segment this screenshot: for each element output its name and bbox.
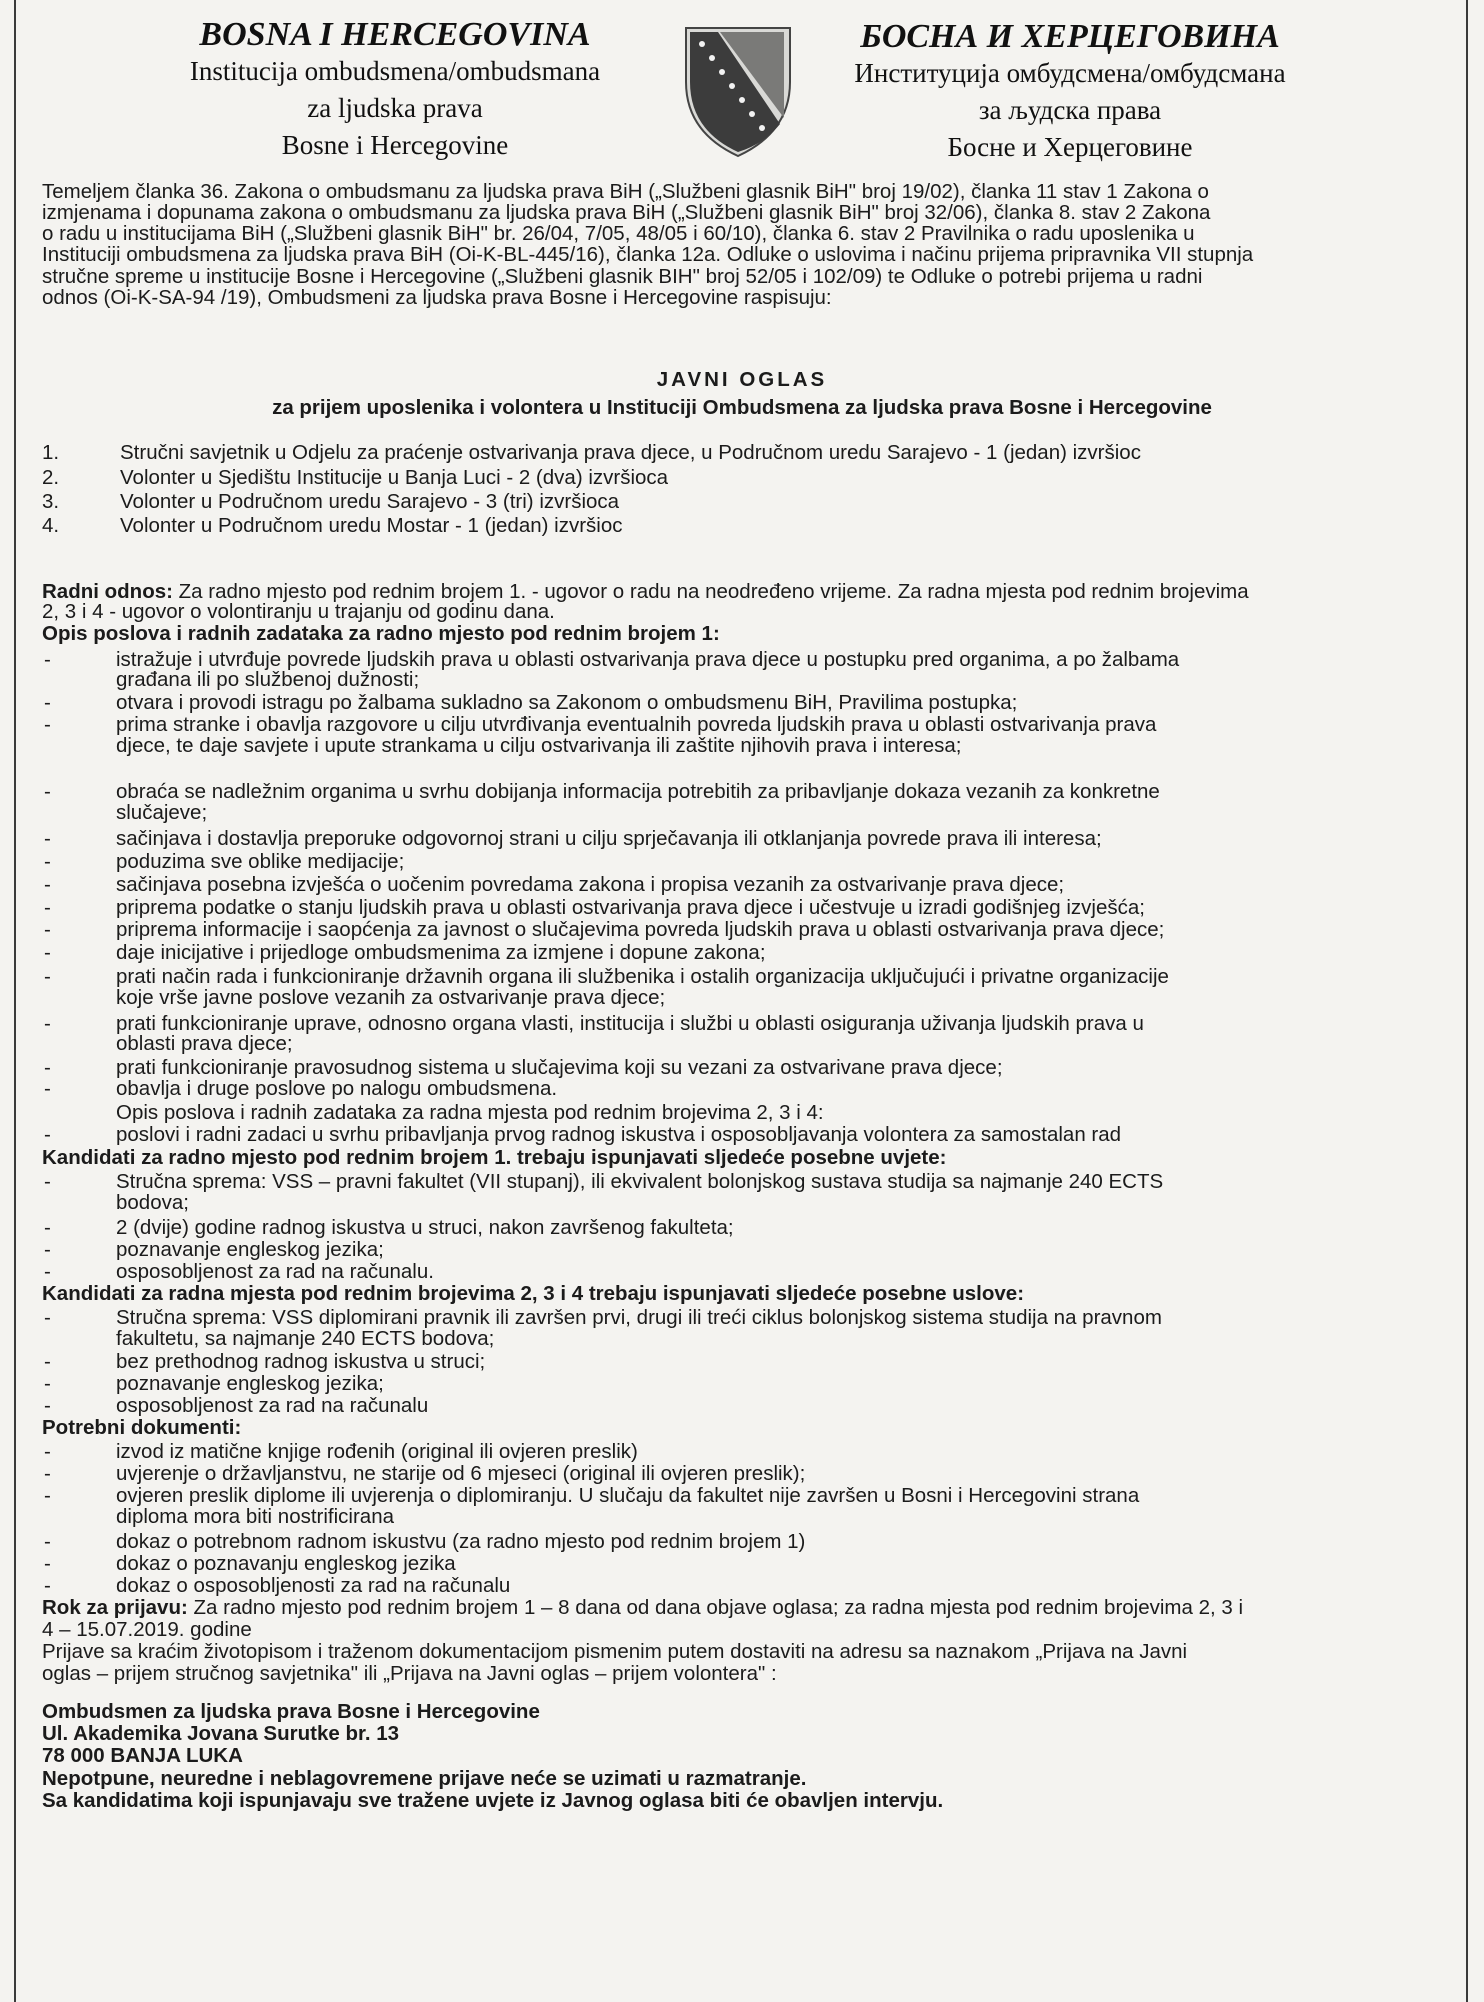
header-cyrillic-title: БОСНА И ХЕРЦЕГОВИНА xyxy=(860,18,1280,55)
oglas-subtitle: za prijem uposlenika i volontera u Instituciji Ombudsmena za ljudska prava Bosne i Hercegovine xyxy=(272,396,1212,419)
bullet-dash: - xyxy=(44,965,51,988)
position-text: Volonter u Područnom uredu Mostar - 1 (jedan) izvršioc xyxy=(120,514,623,537)
bullet-dash: - xyxy=(44,1077,51,1100)
bullet-dash: - xyxy=(44,1306,51,1329)
header-latin xyxy=(130,16,660,164)
kandidati1-item: Stručna sprema: VSS – pravni fakultet (VII stupanj), ili ekvivalent bolonjskog sustava studija sa najmanje 240 ECTS xyxy=(116,1170,1164,1193)
bullet-dash: - xyxy=(44,648,51,671)
opis-item: priprema podatke o stanju ljudskih prava u oblasti ostvarivanja prava djece i učestvuje u izradi godišnjeg izvješća; xyxy=(116,896,1145,919)
bullet-dash: - xyxy=(44,850,51,873)
dokument-item: dokaz o potrebnom radnom iskustvu (za radno mjesto pod rednim brojem 1) xyxy=(116,1530,806,1553)
header-cyrillic xyxy=(810,18,1330,166)
opis-item: prima stranke i obavlja razgovore u cilju utvrđivanja eventualnih povreda ljudskih prava u oblasti ostvarivanja prava xyxy=(116,713,1157,736)
bih-coat-of-arms-icon xyxy=(680,22,796,162)
opis-item: prati funkcioniranje uprave, odnosno organa vlasti, institucija i službi u oblasti osiguranja uživanja ljudskih prava u xyxy=(116,1012,1144,1035)
opis-item: daje inicijative i prijedloge ombudsmenima za izmjene i dopune zakona; xyxy=(116,941,766,964)
opis-item: djece, te daje savjete i upute strankama u cilju ostvarivanja ili zaštite njihovih prava i interesa; xyxy=(116,734,962,757)
kandidati1-item: osposobljenost za rad na računalu. xyxy=(116,1260,434,1283)
radni-odnos-label: Radni odnos: xyxy=(42,580,173,603)
opis-item: slučajeve; xyxy=(116,801,208,824)
bullet-dash: - xyxy=(44,1440,51,1463)
position-text: Stručni savjetnik u Odjelu za praćenje ostvarivanja prava djece, u Područnom uredu Sarajevo - 1 (jedan) izvršioc xyxy=(120,441,1141,464)
bullet-dash: - xyxy=(44,1394,51,1417)
kandidati2-item: poznavanje engleskog jezika; xyxy=(116,1372,384,1395)
kandidati2-heading: Kandidati za radna mjesta pod rednim brojevima 2, 3 i 4 trebaju ispunjavati sljedeće posebne uslove: xyxy=(42,1282,1025,1305)
radni-odnos-text-2: 2, 3 i 4 - ugovor o volontiranju u trajanju od godinu dana. xyxy=(42,600,555,623)
opis-item: priprema informacije i saopćenja za javnost o slučajevima povreda ljudskih prava u oblasti ostvarivanja prava djece; xyxy=(116,918,1165,941)
prijave-line: oglas – prijem stručnog savjetnika" ili „Prijava na Javni oglas – prijem volontera" : xyxy=(42,1662,777,1685)
dokumenti-heading: Potrebni dokumenti: xyxy=(42,1416,242,1439)
bullet-dash: - xyxy=(44,780,51,803)
opis-item: građana ili po službenoj dužnosti; xyxy=(116,668,420,691)
bullet-dash: - xyxy=(44,1552,51,1575)
dokument-item: uvjerenje o državljanstvu, ne starije od 6 mjeseci (original ili ovjeren preslik); xyxy=(116,1462,806,1485)
position-number: 3. xyxy=(42,490,60,513)
kandidati1-item: bodova; xyxy=(116,1191,189,1214)
radni-odnos-text: Za radno mjesto pod rednim brojem 1. - ugovor o radu na neodređeno vrijeme. Za radna mjesta pod rednim brojevima xyxy=(172,580,1249,603)
kandidati1-item: poznavanje engleskog jezika; xyxy=(116,1238,384,1261)
bullet-dash: - xyxy=(44,1484,51,1507)
address-line: 78 000 BANJA LUKA xyxy=(42,1744,243,1767)
opis-subheading: Opis poslova i radnih zadataka za radna mjesta pod rednim brojevima 2, 3 i 4: xyxy=(116,1101,824,1124)
opis-heading: Opis poslova i radnih zadataka za radno mjesto pod rednim brojem 1: xyxy=(42,622,720,645)
opis-item: oblasti prava djece; xyxy=(116,1032,293,1055)
opis-item: poslovi i radni zadaci u svrhu pribavljanja prvog radnog iskustva i osposobljavanja volontera za samostalan rad xyxy=(116,1123,1122,1146)
bullet-dash: - xyxy=(44,1012,51,1035)
kandidati2-item: osposobljenost za rad na računalu xyxy=(116,1394,429,1417)
kandidati2-item: fakultetu, sa najmanje 240 ECTS bodova; xyxy=(116,1327,495,1350)
address-line: Ul. Akademika Jovana Surutke br. 13 xyxy=(42,1722,400,1745)
dokument-item: ovjeren preslik diplome ili uvjerenja o diplomiranju. U slučaju da fakultet nije završen u Bosni i Hercegovini strana xyxy=(116,1484,1140,1507)
bullet-dash: - xyxy=(44,713,51,736)
position-number: 4. xyxy=(42,514,60,537)
opis-item: poduzima sve oblike medijacije; xyxy=(116,850,405,873)
bullet-dash: - xyxy=(44,827,51,850)
page-border-left xyxy=(14,0,16,2002)
bullet-dash: - xyxy=(44,1170,51,1193)
kandidati1-heading: Kandidati za radno mjesto pod rednim brojem 1. trebaju ispunjavati sljedeće posebne uvjete: xyxy=(42,1146,947,1169)
kandidati1-item: 2 (dvije) godine radnog iskustva u struci, nakon završenog fakulteta; xyxy=(116,1216,734,1239)
opis-item: prati način rada i funkcioniranje državnih organa ili službenika i ostalih organizacija uključujući i privatne organizacije xyxy=(116,965,1169,988)
header-latin-line2: za ljudska prava xyxy=(307,93,483,123)
bullet-dash: - xyxy=(44,1238,51,1261)
bullet-dash: - xyxy=(44,918,51,941)
header-latin-line1: Institucija ombudsmena/ombudsmana xyxy=(189,56,601,86)
header-cyrillic-line3: Босне и Херцеговине xyxy=(947,132,1193,162)
header-latin-line3: Bosne i Hercegovine xyxy=(281,130,509,160)
dokument-item: dokaz o poznavanju engleskog jezika xyxy=(116,1552,456,1575)
rok-label: Rok za prijavu: xyxy=(42,1596,188,1619)
bullet-dash: - xyxy=(44,1216,51,1239)
prijave-line: Prijave sa kraćim životopisom i traženom dokumentacijom pismenim putem dostaviti na adresu sa naznakom „Prijava na Javni xyxy=(42,1640,1188,1663)
header-cyrillic-line2: за људска права xyxy=(978,95,1162,125)
bullet-dash: - xyxy=(44,1372,51,1395)
intro-line: izmjenama i dopunama zakona o ombudsmanu za ljudska prava BiH („Službeni glasnik BiH" broj 32/06), članka 8. stav 2 Zakona xyxy=(42,201,1211,224)
intro-line: odnos (Oi-K-SA-94 /19), Ombudsmeni za ljudska prava Bosne i Hercegovine raspisuju: xyxy=(42,286,832,309)
opis-item: prati funkcioniranje pravosudnog sistema u slučajevima koji su vezani za ostvarivane prava djece; xyxy=(116,1056,1003,1079)
dokument-item: izvod iz matične knjige rođenih (original ili ovjeren preslik) xyxy=(116,1440,638,1463)
opis-item: istražuje i utvrđuje povrede ljudskih prava u oblasti ostvarivanja prava djece u postupku pred organima, a po žalbama xyxy=(116,648,1180,671)
opis-item: koje vrše javne poslove vezanih za ostvarivanje prava djece; xyxy=(116,986,666,1009)
position-number: 2. xyxy=(42,466,60,489)
kandidati2-item: bez prethodnog radnog iskustva u struci; xyxy=(116,1350,486,1373)
rok-text: Za radno mjesto pod rednim brojem 1 – 8 dana od dana objave oglasa; za radna mjesta pod rednim brojevima 2, 3 i xyxy=(187,1596,1244,1619)
bullet-dash: - xyxy=(44,941,51,964)
position-text: Volonter u Područnom uredu Sarajevo - 3 (tri) izvršioca xyxy=(120,490,620,513)
bullet-dash: - xyxy=(44,1462,51,1485)
closing-line: Nepotpune, neuredne i neblagovremene prijave neće se uzimati u razmatranje. xyxy=(42,1767,807,1790)
bullet-dash: - xyxy=(44,1574,51,1597)
kandidati2-item: Stručna sprema: VSS diplomirani pravnik ili završen prvi, drugi ili treći ciklus bolonjskog sistema studija na pravnom xyxy=(116,1306,1162,1329)
opis-item: sačinjava i dostavlja preporuke odgovornoj strani u cilju sprječavanja ili otklanjanja povrede prava ili interesa; xyxy=(116,827,1102,850)
bullet-dash: - xyxy=(44,1350,51,1373)
intro-line: Instituciji ombudsmena za ljudska prava BiH (Oi-K-BL-445/16), članka 12a. Odluke o uslovima i načinu prijema pripravnika VII stupnja xyxy=(42,243,1254,266)
opis-item: sačinjava posebna izvješća o uočenim povredama zakona i propisa vezanih za ostvarivanje prava djece; xyxy=(116,873,1065,896)
page-border-right xyxy=(1466,0,1468,2002)
oglas-title: JAVNI OGLAS xyxy=(656,368,828,391)
intro-line: o radu u institucijama BiH („Službeni glasnik BiH" br. 26/04, 7/05, 48/05 i 60/10), članka 6. stav 2 Pravilnika o radu uposlenika u xyxy=(42,222,1195,245)
bullet-dash: - xyxy=(44,1530,51,1553)
header-latin-title: BOSNA I HERCEGOVINA xyxy=(199,16,591,53)
bullet-dash: - xyxy=(44,1260,51,1283)
position-text: Volonter u Sjedištu Institucije u Banja Luci - 2 (dva) izvršioca xyxy=(120,466,669,489)
opis-item: obavlja i druge poslove po nalogu ombudsmena. xyxy=(116,1077,558,1100)
bullet-dash: - xyxy=(44,896,51,919)
bullet-dash: - xyxy=(44,1123,51,1146)
bullet-dash: - xyxy=(44,691,51,714)
header-cyrillic-line1: Институција омбудсмена/омбудсмана xyxy=(854,58,1286,88)
bullet-dash: - xyxy=(44,873,51,896)
dokument-item: dokaz o osposobljenosti za rad na računalu xyxy=(116,1574,511,1597)
intro-line: Temeljem članka 36. Zakona o ombudsmanu za ljudska prava BiH („Službeni glasnik BiH" broj 19/02), članka 11 stav 1 Zakona o xyxy=(42,180,1209,203)
address-line: Ombudsmen za ljudska prava Bosne i Hercegovine xyxy=(42,1700,540,1723)
bullet-dash: - xyxy=(44,1056,51,1079)
dokument-item: diploma mora biti nostrificirana xyxy=(116,1505,395,1528)
rok-text-2: 4 – 15.07.2019. godine xyxy=(42,1618,252,1641)
position-number: 1. xyxy=(42,441,60,464)
closing-line: Sa kandidatima koji ispunjavaju sve tražene uvjete iz Javnog oglasa biti će obavljen intervju. xyxy=(42,1789,944,1812)
rok-line xyxy=(42,1596,1243,1620)
opis-item: obraća se nadležnim organima u svrhu dobijanja informacija potrebitih za pribavljanje dokaza vezanih za konkretne xyxy=(116,780,1160,803)
intro-line: stručne spreme u institucije Bosne i Hercegovine („Službeni glasnik BIH" broj 52/05 i 102/09) te Odluke o potrebi prijema u radni xyxy=(42,265,1203,288)
opis-item: otvara i provodi istragu po žalbama sukladno sa Zakonom o ombudsmenu BiH, Pravilima postupka; xyxy=(116,691,1018,714)
